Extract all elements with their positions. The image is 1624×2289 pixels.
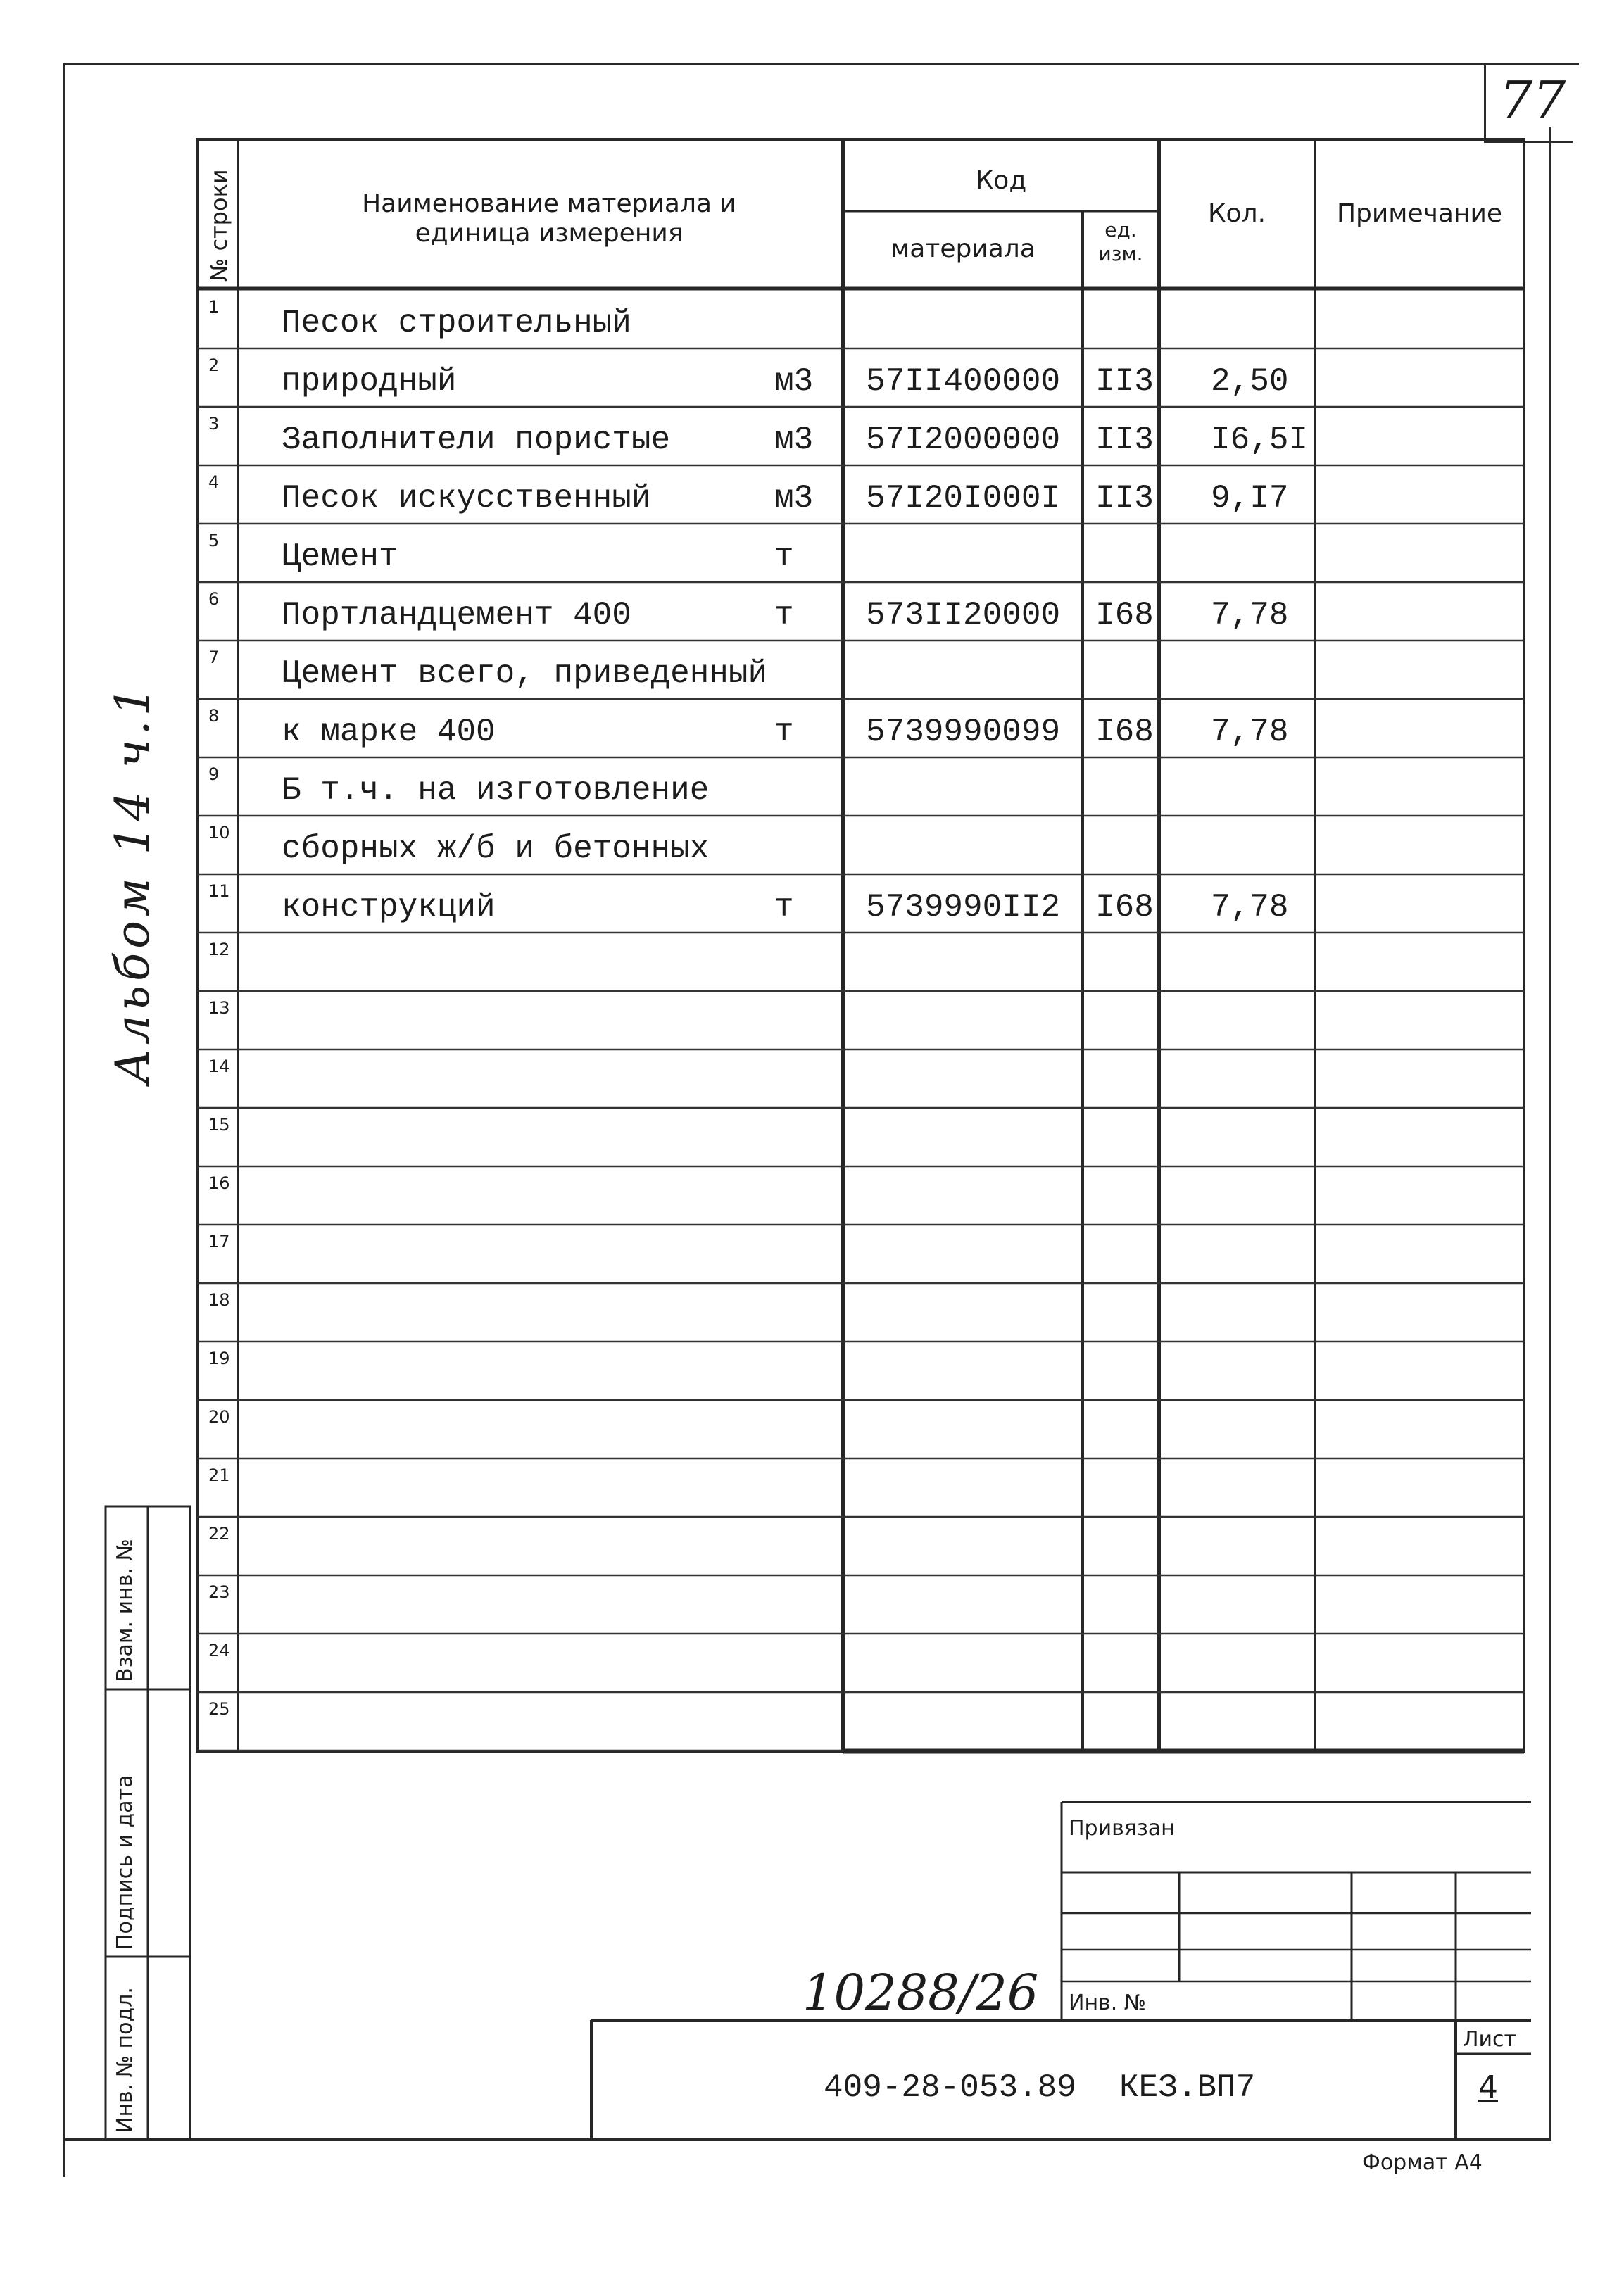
row-number: 19 (208, 1349, 230, 1368)
header-code-unit-line2: изм. (1098, 242, 1143, 265)
unit: т (774, 889, 794, 926)
unit: м3 (774, 480, 814, 517)
material-name: природный (282, 363, 457, 400)
row-number: 15 (208, 1115, 230, 1135)
header-code-material: материала (890, 234, 1036, 263)
row-number: 6 (208, 589, 220, 609)
row-number: 1 (208, 297, 220, 317)
material-code: 5739990II2 (866, 889, 1061, 926)
document-mark: КЕЗ.ВП7 (1119, 2069, 1256, 2106)
unit-code: II3 (1095, 480, 1154, 517)
unit-code: II3 (1095, 363, 1154, 400)
unit-code: II3 (1095, 422, 1154, 458)
handwritten-number: 10288/26 (802, 1964, 1039, 2022)
row-number: 14 (208, 1057, 230, 1076)
format-label: Формат А4 (1362, 2150, 1483, 2175)
material-name: Цемент всего, приведенный (282, 655, 768, 692)
page-number: 77 (1499, 70, 1566, 131)
material-name: Цемент (282, 538, 398, 575)
material-code: 57I2000000 (866, 422, 1061, 458)
header-row-number: № строки (206, 169, 232, 282)
material-name: Песок строительный (282, 305, 631, 341)
quantity: 9,I7 (1211, 480, 1289, 517)
stamp-inv-original: Инв. № подл. (113, 1987, 137, 2133)
material-code: 57I20I000I (866, 480, 1061, 517)
album-note: Альбом 14 ч.1 (106, 682, 160, 1084)
quantity: I6,5I (1211, 422, 1309, 458)
attached-label: Привязан (1069, 1816, 1175, 1841)
row-number: 13 (208, 998, 230, 1018)
material-name: конструкций (282, 889, 496, 926)
row-number: 16 (208, 1173, 230, 1193)
header-code-unit-line1: ед. (1104, 218, 1137, 241)
row-number: 4 (208, 472, 220, 492)
row-number: 17 (208, 1232, 230, 1251)
document-code: 409-28-053.89 (824, 2069, 1076, 2106)
material-name: Портландцемент 400 (282, 597, 631, 633)
row-number: 8 (208, 706, 220, 726)
material-name: к марке 400 (282, 714, 496, 750)
material-code: 573II20000 (866, 597, 1061, 633)
stamp-sign-date: Подпись и дата (113, 1774, 137, 1950)
row-number: 10 (208, 823, 230, 843)
row-number: 12 (208, 940, 230, 959)
material-name: Заполнители пористые (282, 422, 671, 458)
header-name-line2: единица измерения (415, 219, 684, 248)
material-name: Песок искусственный (282, 480, 651, 517)
unit: т (774, 714, 794, 750)
stamp-replace-inv: Взам. инв. № (113, 1539, 137, 1682)
material-code: 5739990099 (866, 714, 1061, 750)
row-number: 22 (208, 1524, 230, 1544)
material-name: сборных ж/б и бетонных (282, 831, 710, 867)
unit: т (774, 597, 794, 633)
header-name-line1: Наименование материала и (362, 189, 736, 218)
unit-code: I68 (1095, 889, 1154, 926)
row-number: 21 (208, 1465, 230, 1485)
row-number: 24 (208, 1641, 230, 1660)
row-number: 2 (208, 355, 220, 375)
unit-code: I68 (1095, 714, 1154, 750)
row-number: 9 (208, 764, 220, 784)
material-code: 57II400000 (866, 363, 1061, 400)
sheet-label: Лист (1463, 2027, 1517, 2052)
quantity: 7,78 (1211, 714, 1289, 750)
row-number: 20 (208, 1407, 230, 1427)
row-number: 3 (208, 414, 220, 434)
quantity: 7,78 (1211, 889, 1289, 926)
material-name: Б т.ч. на изготовление (282, 772, 710, 809)
header-code: Код (975, 166, 1027, 195)
unit: м3 (774, 363, 814, 400)
row-number: 18 (208, 1290, 230, 1310)
row-number: 11 (208, 881, 230, 901)
quantity: 2,50 (1211, 363, 1289, 400)
sheet-number: 4 (1478, 2069, 1498, 2105)
unit: м3 (774, 422, 814, 458)
unit-code: I68 (1095, 597, 1154, 633)
inv-no-label: Инв. № (1069, 1991, 1147, 2015)
quantity: 7,78 (1211, 597, 1289, 633)
row-number: 25 (208, 1699, 230, 1719)
header-note: Примечание (1336, 199, 1503, 228)
row-number: 7 (208, 648, 220, 667)
unit: т (774, 538, 794, 575)
row-number: 5 (208, 531, 220, 550)
row-number: 23 (208, 1582, 230, 1602)
header-quantity: Кол. (1207, 199, 1266, 228)
